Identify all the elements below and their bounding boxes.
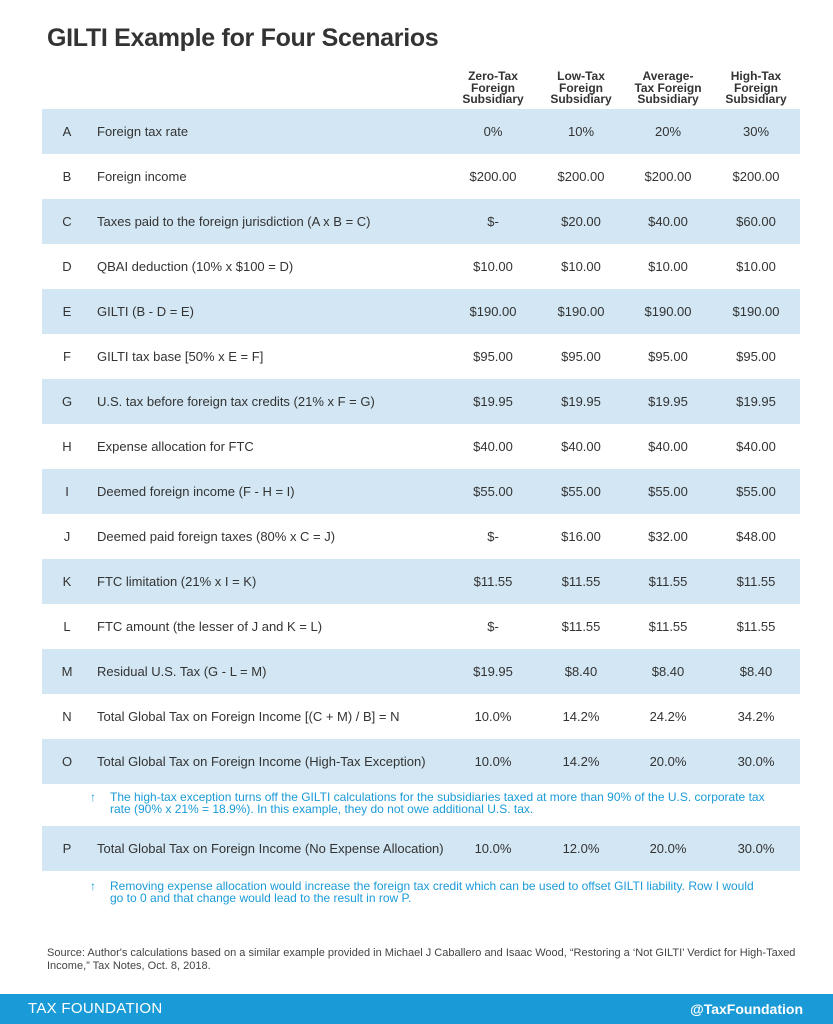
row-label: Taxes paid to the foreign jurisdiction (A x B = C) — [97, 214, 371, 229]
row-label: FTC amount (the lesser of J and K = L) — [97, 619, 323, 634]
cell-average-tax: $10.00 — [648, 259, 688, 274]
cell-zero-tax: $11.55 — [473, 574, 513, 589]
table-row — [42, 424, 800, 469]
column-header-average-tax — [623, 71, 713, 106]
table-row — [42, 334, 800, 379]
cell-zero-tax: 10.0% — [474, 709, 512, 724]
row-letter: J — [63, 529, 71, 544]
cell-zero-tax: 0% — [483, 124, 503, 139]
row-letter: N — [62, 709, 72, 724]
table-row — [42, 694, 800, 739]
arrow-up-icon: ↑ — [90, 879, 96, 893]
column-header-zero-tax — [448, 71, 538, 106]
cell-zero-tax: $95.00 — [473, 349, 513, 364]
cell-average-tax: 20% — [654, 124, 682, 139]
column-header-label: Average- Tax Foreign Subsidiary — [634, 69, 702, 106]
table-row — [42, 244, 800, 289]
cell-zero-tax: $- — [487, 214, 499, 229]
cell-low-tax: $20.00 — [561, 214, 601, 229]
row-label: QBAI deduction (10% x $100 = D) — [97, 259, 294, 274]
cell-high-tax: $95.00 — [736, 349, 776, 364]
cell-low-tax: 12.0% — [562, 841, 600, 856]
table-row — [42, 199, 800, 244]
row-label: Foreign income — [97, 169, 187, 184]
cell-low-tax: 14.2% — [562, 709, 600, 724]
cell-average-tax: $19.95 — [648, 394, 688, 409]
cell-zero-tax: $40.00 — [473, 439, 513, 454]
row-letter: L — [63, 619, 71, 634]
row-label: U.S. tax before foreign tax credits (21% x F = G) — [97, 394, 375, 409]
table-row — [42, 514, 800, 559]
arrow-up-icon: ↑ — [90, 790, 96, 804]
cell-high-tax: $55.00 — [736, 484, 776, 499]
cell-high-tax: $200.00 — [732, 169, 780, 184]
cell-zero-tax: $- — [487, 619, 499, 634]
cell-low-tax: $40.00 — [561, 439, 601, 454]
cell-average-tax: $11.55 — [648, 574, 688, 589]
cell-average-tax: $200.00 — [644, 169, 692, 184]
table-row — [42, 559, 800, 604]
cell-zero-tax: $10.00 — [473, 259, 513, 274]
column-header-high-tax — [711, 71, 801, 106]
row-letter: B — [62, 169, 72, 184]
social-handle: @TaxFoundation — [690, 1001, 803, 1017]
table-row — [42, 379, 800, 424]
row-label: Deemed paid foreign taxes (80% x C = J) — [97, 529, 336, 544]
cell-low-tax: $95.00 — [561, 349, 601, 364]
table-row — [42, 604, 800, 649]
row-letter: O — [61, 754, 73, 769]
cell-zero-tax: 10.0% — [474, 754, 512, 769]
cell-low-tax: $16.00 — [561, 529, 601, 544]
cell-high-tax: $11.55 — [736, 619, 776, 634]
row-letter: C — [62, 214, 72, 229]
column-header-label: High-Tax Foreign Subsidiary — [725, 69, 787, 106]
cell-low-tax: 14.2% — [562, 754, 600, 769]
note-text: Removing expense allocation would increase the foreign tax credit which can be used to offset GILTI liability. Row I would go to 0 and that change would lead to the result in row P. — [110, 879, 754, 905]
cell-average-tax: $95.00 — [648, 349, 688, 364]
cell-average-tax: $55.00 — [648, 484, 688, 499]
cell-high-tax: $11.55 — [736, 574, 776, 589]
table-row — [42, 109, 800, 154]
cell-zero-tax: $190.00 — [469, 304, 517, 319]
cell-zero-tax: $55.00 — [473, 484, 513, 499]
row-letter: F — [63, 349, 71, 364]
cell-low-tax: $11.55 — [561, 574, 601, 589]
row-label: Residual U.S. Tax (G - L = M) — [97, 664, 267, 679]
cell-high-tax: 30% — [742, 124, 770, 139]
cell-high-tax: $10.00 — [736, 259, 776, 274]
cell-low-tax: $8.40 — [564, 664, 598, 679]
cell-high-tax: $8.40 — [739, 664, 773, 679]
cell-zero-tax: $- — [487, 529, 499, 544]
cell-low-tax: $11.55 — [561, 619, 601, 634]
cell-high-tax: $48.00 — [736, 529, 776, 544]
row-letter: P — [62, 841, 72, 856]
cell-average-tax: $40.00 — [648, 214, 688, 229]
row-label: FTC limitation (21% x I = K) — [97, 574, 257, 589]
cell-high-tax: 30.0% — [737, 754, 775, 769]
row-label: Total Global Tax on Foreign Income (High-Tax Exception) — [97, 754, 426, 769]
row-label: Deemed foreign income (F - H = I) — [97, 484, 295, 499]
cell-average-tax: $11.55 — [648, 619, 688, 634]
cell-high-tax: $190.00 — [732, 304, 780, 319]
cell-average-tax: $32.00 — [648, 529, 688, 544]
cell-average-tax: $40.00 — [648, 439, 688, 454]
row-letter: G — [61, 394, 73, 409]
cell-high-tax: 34.2% — [737, 709, 775, 724]
footer-bar — [0, 994, 833, 1024]
row-letter: K — [62, 574, 72, 589]
cell-low-tax: $200.00 — [557, 169, 605, 184]
row-letter: H — [62, 439, 72, 454]
table-row — [42, 469, 800, 514]
cell-zero-tax: $19.95 — [473, 664, 513, 679]
cell-high-tax: $40.00 — [736, 439, 776, 454]
row-label: Expense allocation for FTC — [97, 439, 254, 454]
row-label: GILTI (B - D = E) — [97, 304, 194, 319]
cell-average-tax: $8.40 — [651, 664, 685, 679]
row-letter: A — [62, 124, 72, 139]
row-letter: I — [65, 484, 69, 499]
cell-high-tax: $60.00 — [736, 214, 776, 229]
cell-low-tax: 10% — [567, 124, 595, 139]
source-note: Source: Author's calculations based on a similar example provided in Michael J Caballero and Isaac Wood, “Restoring a ‘Not GILTI’ Verdict for High-Taxed Income,” Tax Notes, Oct. 8, 2018. — [47, 947, 796, 972]
cell-zero-tax: 10.0% — [474, 841, 512, 856]
column-header-low-tax — [536, 71, 626, 106]
row-letter: D — [62, 259, 72, 274]
table-row — [42, 649, 800, 694]
cell-low-tax: $190.00 — [557, 304, 605, 319]
cell-low-tax: $19.95 — [561, 394, 601, 409]
expense-allocation-note — [90, 881, 770, 904]
cell-average-tax: 20.0% — [649, 841, 687, 856]
cell-zero-tax: $19.95 — [473, 394, 513, 409]
cell-average-tax: 20.0% — [649, 754, 687, 769]
table-row — [42, 289, 800, 334]
row-letter: M — [61, 664, 73, 679]
cell-high-tax: 30.0% — [737, 841, 775, 856]
row-label: Total Global Tax on Foreign Income [(C + M) / B] = N — [97, 709, 400, 724]
cell-low-tax: $10.00 — [561, 259, 601, 274]
row-label: Total Global Tax on Foreign Income (No Expense Allocation) — [97, 841, 444, 856]
table-row — [42, 826, 800, 871]
row-letter: E — [62, 304, 72, 319]
column-header-label: Zero-Tax Foreign Subsidiary — [462, 69, 524, 106]
column-header-label: Low-Tax Foreign Subsidiary — [550, 69, 612, 106]
cell-average-tax: $190.00 — [644, 304, 692, 319]
page-title: GILTI Example for Four Scenarios — [47, 24, 439, 52]
row-label: GILTI tax base [50% x E = F] — [97, 349, 264, 364]
table-row — [42, 739, 800, 784]
cell-zero-tax: $200.00 — [469, 169, 517, 184]
brand-name: TAX FOUNDATION — [28, 1000, 163, 1017]
note-text: The high-tax exception turns off the GILTI calculations for the subsidiaries taxed at more than 90% of the U.S. corporate tax rate (90% x 21% = 18.9%). In this example, they do not owe additional U.S. tax. — [110, 790, 765, 816]
cell-average-tax: 24.2% — [649, 709, 687, 724]
table-row — [42, 154, 800, 199]
cell-high-tax: $19.95 — [736, 394, 776, 409]
high-tax-exception-note — [90, 792, 770, 815]
row-label: Foreign tax rate — [97, 124, 189, 139]
cell-low-tax: $55.00 — [561, 484, 601, 499]
